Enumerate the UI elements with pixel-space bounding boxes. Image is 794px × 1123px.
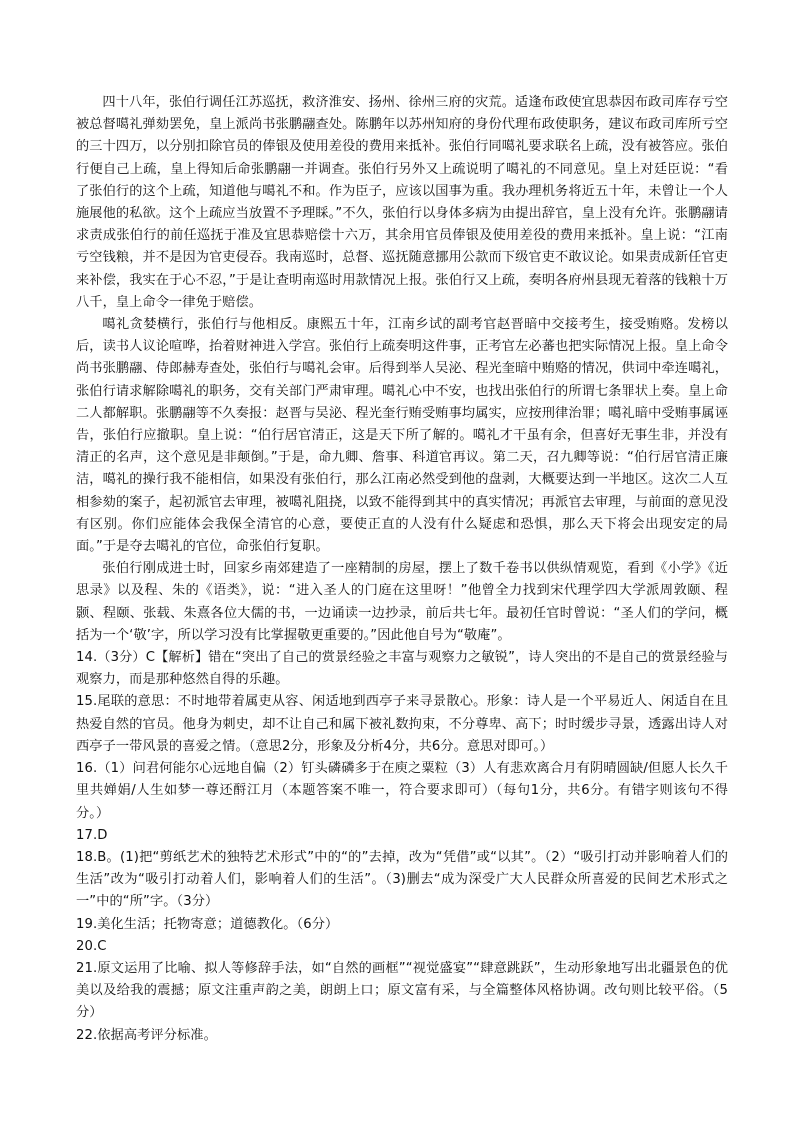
answer-item-18: 18.B。(1)把“剪纸艺术的独特艺术形式”中的“的”去掉，改为“凭借”或“以其”。（2）“吸引打动并影响着人们的生活”改为“吸引打动着人们，影响着人们的生活”。（3)删去“成为深受广大人民群众所喜爱的民间艺术形式之一”中的“所”字。（3分） bbox=[76, 849, 728, 910]
answer-item-19: 19.美化生活；托物寄意；道德教化。（6分） bbox=[76, 916, 339, 932]
answer-item-21: 21.原文运用了比喻、拟人等修辞手法，如“自然的画框”“视觉盛宴”“肆意跳跃”，生动形象地写出北疆景色的优美以及给我的震撼；原文注重声韵之美，朗朗上口；原文富有采，与全篇整体风格协调。改句则比较平俗。（5分） bbox=[76, 960, 728, 1021]
document-page bbox=[76, 92, 728, 1047]
answer-item-14: 14.（3分）C【解析】错在“突出了自己的赏景经验之丰富与观察力之敏锐”，诗人突出的不是自己的赏景经验与观察力，而是那种悠然自得的乐趣。 bbox=[76, 650, 728, 688]
answer-item-15: 15.尾联的意思：不时地带着属吏从容、闲适地到西亭子来寻景散心。形象：诗人是一个平易近人、闲适自在且热爱自然的官员。他身为刺史，却不让自己和属下被礼数拘束，不分尊卑、高下；时时缓步寻景，透露出诗人对西亭子一带风景的喜爱之情。（意思2分，形象及分析4分，共6分。意思对即可。） bbox=[76, 694, 728, 754]
passage-paragraph: 四十八年，张伯行调任江苏巡抚，救济淮安、扬州、徐州三府的灾荒。适逢布政使宜思恭因布政司库存亏空被总督噶礼弹劾罢免，皇上派尚书张鹏翮查处。陈鹏年以苏州知府的身份代理布政使职务，建议布政司库所亏空的三十四万，以分别扣除官员的俸银及使用差役的费用来抵补。张伯行同噶礼要求联名上疏，没有被答应。张伯行便自己上疏，皇上得知后命张鹏翮一并调查。张伯行另外又上疏说明了噶礼的不同意见。皇上对廷臣说：“看了张伯行的这个上疏，知道他与噶礼不和。作为臣子，应该以国事为重。我办理机务将近五十年，未曾让一个人施展他的私欲。这个上疏应当放置不予理睬。”不久，张伯行以身体多病为由提出辞官，皇上没有允许。张鹏翮请求责成张伯行的前任巡抚于准及宜思恭赔偿十六万，其余用官员俸银及使用差役的费用来抵补。皇上说：“江南亏空钱粮，并不是因为官吏侵吞。我南巡时，总督、巡抚随意挪用公款而下级官吏不敢议论。如果责成新任官吏来补偿，我实在于心不忍，”于是让查明南巡时用款情况上报。张伯行又上疏，奏明各府州县现无着落的钱粮十万八千，皇上命令一律免于赔偿。 bbox=[76, 95, 728, 310]
answer-item-20: 20.C bbox=[76, 938, 107, 954]
translation-passage bbox=[76, 92, 728, 647]
answer-item-17: 17.D bbox=[76, 827, 108, 843]
answer-item-22: 22.依据高考评分标准。 bbox=[76, 1027, 217, 1043]
answer-key bbox=[76, 647, 728, 1047]
passage-paragraph: 张伯行刚成进士时，回家乡南郊建造了一座精制的房屋，摆上了数千卷书以供纵情观览，看到《小学》《近思录》以及程、朱的《语类》，说：“进入圣人的门庭在这里呀！”他曾全力找到宋代理学四大学派周敦颐、程颢、程颐、张载、朱熹各位大儒的书，一边诵读一边抄录，前后共七年。最初任官时曾说：“圣人们的学问，概括为一个‘敬’字，所以学习没有比掌握敬更重要的。”因此他自号为“敬庵”。 bbox=[76, 561, 728, 643]
answer-item-16: 16.（1）问君何能尔心远地自偏（2）钉头磷磷多于在庾之粟粒（3）人有悲欢离合月有阴晴圆缺/但愿人长久千里共婵娟/人生如梦一尊还酹江月（本题答案不唯一，符合要求即可）（每句1分，共6分。有错字则该句不得分。） bbox=[76, 761, 728, 821]
passage-paragraph: 噶礼贪婪横行，张伯行与他相反。康熙五十年，江南乡试的副考官赵晋暗中交接考生，接受贿赂。发榜以后，读书人议论喧哗，抬着财神进入学宫。张伯行上疏奏明这件事，正考官左必蕃也把实际情况上报。皇上命令尚书张鹏翮、侍郎赫寿查处，张伯行与噶礼会审。后得到举人吴泌、程光奎暗中贿赂的情况，供词中牵连噶礼，张伯行请求解除噶礼的职务，交有关部门严肃审理。噶礼心中不安，也找出张伯行的所谓七条罪状上奏。皇上命二人都解职。张鹏翮等不久奏报：赵晋与吴泌、程光奎行贿受贿事均属实，应按刑律治罪；噶礼暗中受贿事属诬告，张伯行应撤职。皇上说：“伯行居官清正，这是天下所了解的。噶礼才干虽有余，但喜好无事生非，并没有清正的名声，这个意见是非颠倒。”于是，命九卿、詹事、科道官再议。第二天，召九卿等说：“伯行居官清正廉洁，噶礼的操行我不能相信，如果没有张伯行，那么江南必然受到他的盘剥，大概要达到一半地区。这次二人互相参劾的案子，起初派官去审理，被噶礼阻挠，以致不能得到其中的真实情况；再派官去审理，与前面的意见没有区别。你们应能体会我保全清官的心意，要使正直的人没有什么疑虑和恐惧，那么天下将会出现安定的局面。”于是夺去噶礼的官位，命张伯行复职。 bbox=[76, 317, 728, 555]
